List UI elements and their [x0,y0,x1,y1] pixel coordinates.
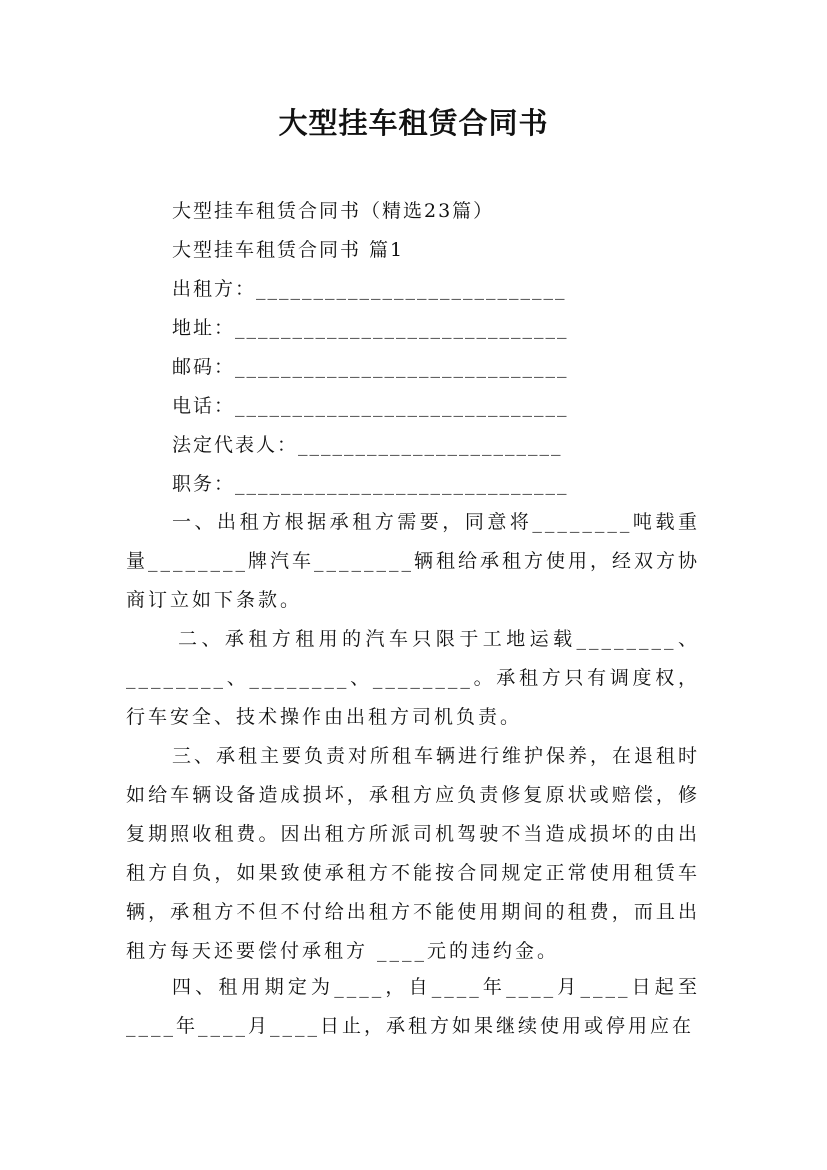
clause-2: 二、承租方租用的汽车只限于工地运载________、________、________、________。承租方只有调度权，行车安全、技术操作由出租方司机负责。 [126,628,700,728]
position-field: 职务：_____________________________ [172,473,569,495]
postcode-field: 邮码：_____________________________ [172,356,569,378]
lessor-field: 出租方：___________________________ [172,278,567,300]
clause-1: 一、出租方根据承租方需要，同意将________吨载重量________牌汽车________辆租给承租方使用，经双方协商订立如下条款。 [126,511,701,611]
document-title: 大型挂车租赁合同书 [278,106,549,140]
address-field: 地址：_____________________________ [172,317,569,339]
subtitle-line: 大型挂车租赁合同书（精选23篇） [172,200,495,222]
phone-field: 电话：_____________________________ [172,395,569,417]
clause-3: 三、承租主要负责对所租车辆进行维护保养，在退租时如给车辆设备造成损坏，承租方应负责修复原状或赔偿，修复期照收租费。因出租方所派司机驾驶不当造成损坏的由出租方自负，如果致使承租方不能按合同规定正常使用租赁车辆，承租方不但不付给出租方不能使用期间的租费，而且出租方每天还要偿付承租方 ____元的违约金。 [126,745,701,962]
legal-representative-field: 法定代表人：_______________________ [172,434,563,456]
section-heading: 大型挂车租赁合同书 篇1 [172,239,405,261]
clause-4: 四、租用期定为____，自____年____月____日起至____年____月____日止，承租方如果继续使用或停用应在 [126,976,700,1037]
